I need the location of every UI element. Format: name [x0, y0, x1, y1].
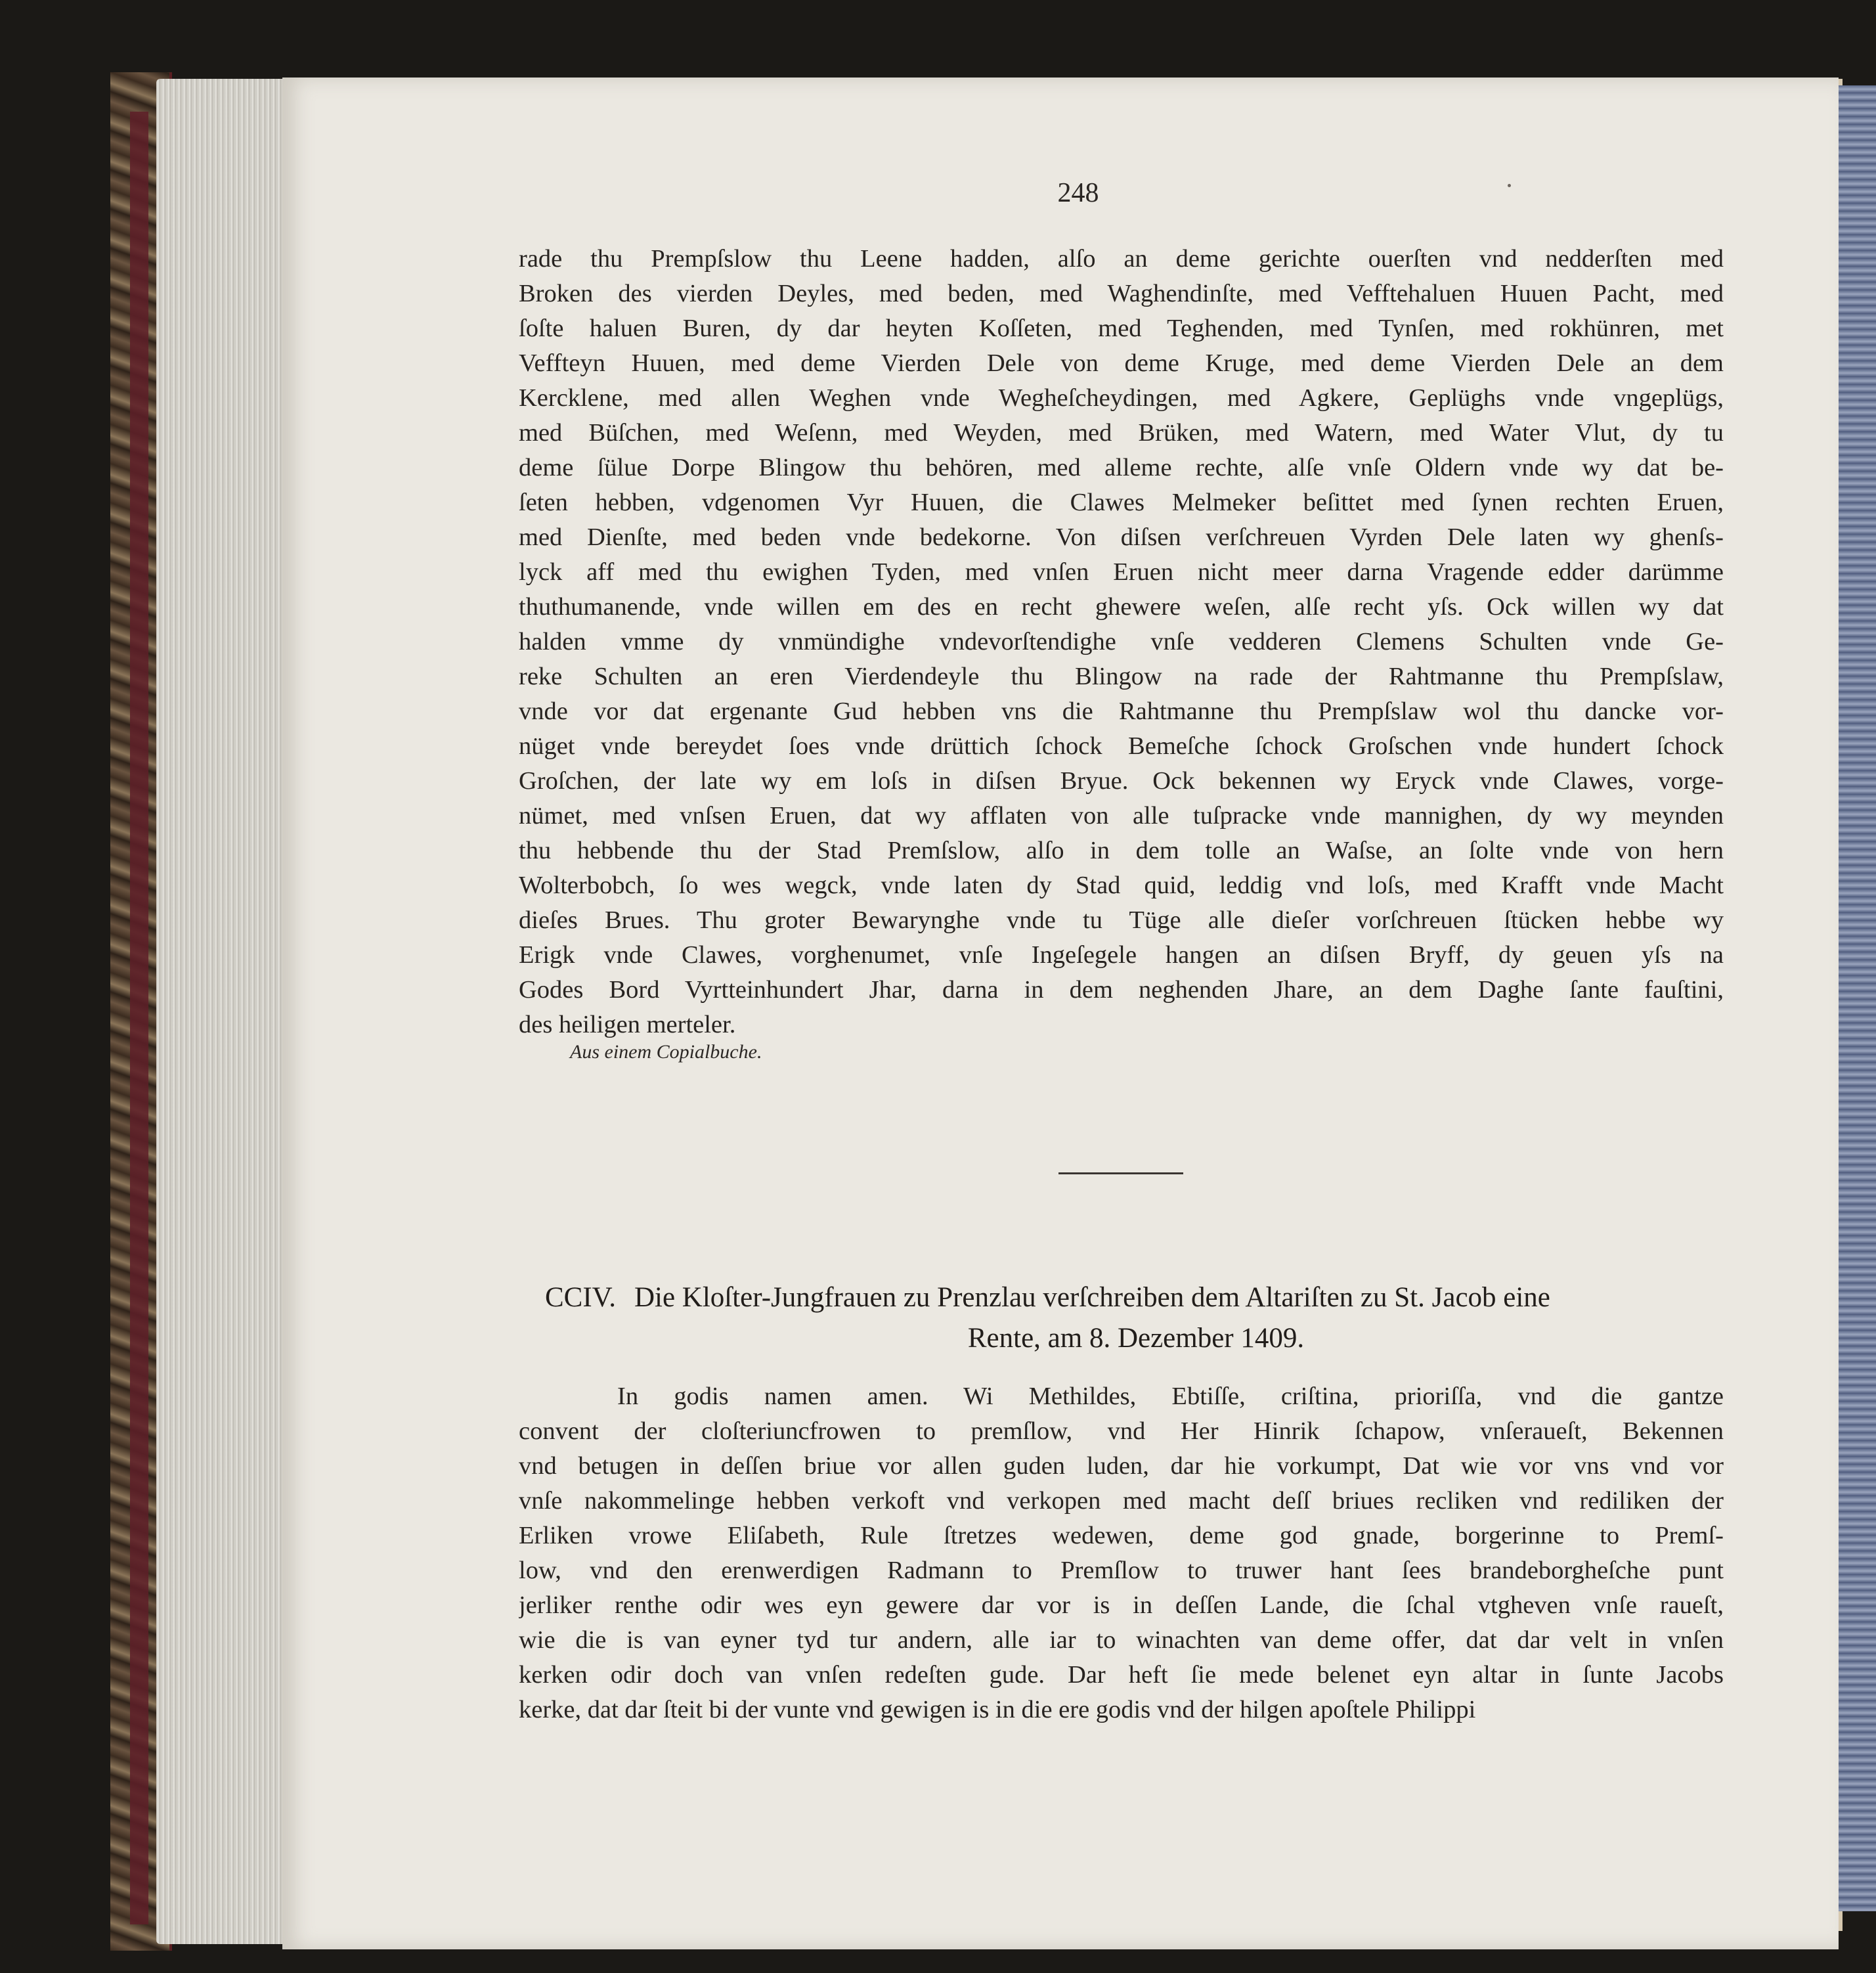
text-line: thu hebbende thu der Stad Premſslow, alſo in dem tolle an Waſse, an ſolte vnde von hern [519, 837, 1724, 864]
text-line: med Büſchen, med Weſenn, med Weyden, med Brüken, med Watern, med Water Vlut, dy tu [519, 419, 1724, 447]
text-line: In godis namen amen. Wi Methildes, Ebtiſſe, criſtina, prioriſſa, vnd die gantze [617, 1383, 1724, 1410]
text-line: vnd betugen in deſſen briue vor allen guden luden, dar hie vorkumpt, Dat wie vor vns vnd vor [519, 1452, 1724, 1480]
text-line: reke Schulten an eren Vierdendeyle thu Blingow na rade der Rahtmanne thu Prempſslaw, [519, 663, 1724, 690]
text-line: kerken odir doch van vnſen redeſten gude. Dar heft ſie mede belenet eyn altar in ſunte Jacobs [519, 1661, 1724, 1689]
text-line: ſoſte haluen Buren, dy dar heyten Koſſeten, med Teghenden, med Tynſen, med rokhünren, met [519, 315, 1724, 342]
text-line: rade thu Prempſslow thu Leene hadden, alſo an deme gerichte ouerſten vnd nedderſten med [519, 245, 1724, 273]
text-line: des heiligen merteler. [519, 1011, 736, 1038]
charter-text-paragraph-2 [519, 1379, 1724, 1727]
text-line: vnſe nakommelinge hebben verkoft vnd verkopen med macht deſſ briues recliken vnd rediliken der [519, 1487, 1724, 1515]
section-divider [1058, 1172, 1183, 1174]
text-line: Veffteyn Huuen, med deme Vierden Dele von deme Kruge, med deme Vierden Dele an dem [519, 349, 1724, 377]
text-line: Erigk vnde Clawes, vorghenumet, vnſe Ingeſegele hangen an diſsen Bryff, dy geuen yſs na [519, 941, 1724, 969]
text-line: Wolterbobch, ſo wes wegck, vnde laten dy Stad quid, leddig vnd loſs, med Krafft vnde Macht [519, 872, 1724, 899]
text-line: ſeten hebben, vdgenomen Vyr Huuen, die Clawes Melmeker beſittet med ſynen rechten Eruen, [519, 489, 1724, 516]
text-line: jerliker renthe odir wes eyn gewere dar vor is in deſſen Lande, die ſchal vtgheven vnſe raueſt, [519, 1591, 1724, 1619]
text-line: Groſchen, der late wy em loſs in diſsen Bryue. Ock bekennen wy Eryck vnde Clawes, vorge- [519, 767, 1724, 795]
ink-speck [1508, 184, 1511, 187]
text-line: thuthumanende, vnde willen em des en recht ghewere weſen, alſe recht yſs. Ock willen wy dat [519, 593, 1724, 621]
text-line: Broken des vierden Deyles, med beden, med Waghendinſte, med Vefftehaluen Huuen Pacht, med [519, 280, 1724, 307]
spine-band [130, 112, 148, 1924]
text-line: deme ſülue Dorpe Blingow thu behören, med alleme rechte, alſe vnſe Oldern vnde wy dat be- [519, 454, 1724, 481]
text-line: nümet, med vnſsen Eruen, dat wy afflaten von alle tuſpracke vnde mannighen, dy wy meynden [519, 802, 1724, 830]
page-number: 248 [1057, 178, 1099, 208]
book-cover-edge [1839, 85, 1876, 1911]
text-line: kerke, dat dar ſteit bi der vunte vnd gewigen is in die ere godis vnd der hilgen apoſtele Philippi [519, 1696, 1476, 1723]
page-edges [156, 79, 288, 1944]
text-line: Erliken vrowe Eliſabeth, Rule ſtretzes wedewen, deme god gnade, borgerinne to Premſ- [519, 1522, 1724, 1549]
text-line: Godes Bord Vyrtteinhundert Jhar, darna in dem neghenden Jhare, an dem Daghe ſante fauſtini, [519, 976, 1724, 1004]
charter-text-paragraph [519, 242, 1724, 1042]
section-heading-line-1 [545, 1277, 1727, 1318]
section-title-line-1: Die Kloſter-Jungfrauen zu Prenzlau verſchreiben dem Altariſten zu St. Jacob eine [634, 1282, 1550, 1313]
text-line: Kercklene, med allen Weghen vnde Wegheſcheydingen, med Agkere, Geplüghs vnde vngeplügs, [519, 384, 1724, 412]
section-heading [545, 1277, 1727, 1359]
source-note: Aus einem Copialbuche. [570, 1041, 762, 1063]
text-line: vnde vor dat ergenante Gud hebben vns die Rahtmanne thu Prempſslaw wol thu dancke vor- [519, 698, 1724, 725]
text-line: halden vmme dy vnmündighe vndevorſtendighe vnſe vedderen Clemens Schulten vnde Ge- [519, 628, 1724, 655]
text-line: low, vnd den erenwerdigen Radmann to Premſlow to truwer hant ſees brandeborgheſche punt [519, 1557, 1724, 1584]
section-number: CCIV. [545, 1282, 616, 1313]
text-line: dieſes Brues. Thu groter Bewarynghe vnde tu Tüge alle dieſer vorſchreuen ſtücken hebbe wy [519, 906, 1724, 934]
text-line: lyck aff med thu ewighen Tyden, med vnſen Eruen nicht meer darna Vragende edder darümme [519, 558, 1724, 586]
text-line: convent der cloſteriuncfrowen to premſlow, vnd Her Hinrik ſchapow, vnſeraueſt, Bekennen [519, 1417, 1724, 1445]
text-line: wie die is van eyner tyd tur andern, alle iar to winachten van deme offer, dat dar velt in vnſen [519, 1626, 1724, 1654]
text-line: med Dienſte, med beden vnde bedekorne. Von diſsen verſchreuen Vyrden Dele laten wy ghenſs- [519, 523, 1724, 551]
section-title-line-2: Rente, am 8. Dezember 1409. [967, 1323, 1305, 1354]
text-line: nüget vnde bereydet ſoes vnde drüttich ſchock Bemeſche ſchock Groſschen vnde hundert ſchock [519, 732, 1724, 760]
